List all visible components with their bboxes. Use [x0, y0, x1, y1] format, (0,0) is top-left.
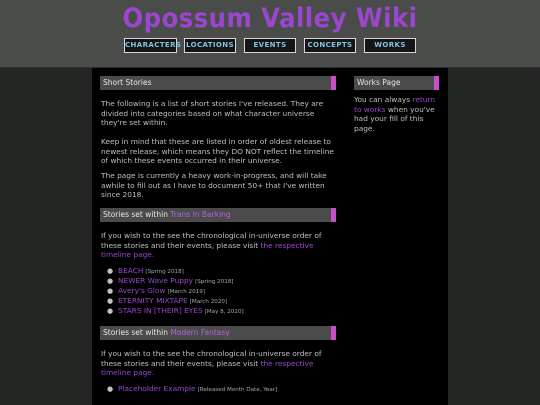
section-note: [101, 349, 336, 378]
story-date: [March 2020]: [189, 299, 228, 305]
story-link[interactable]: NEWER Wave Puppy: [118, 276, 194, 285]
list-item: [101, 384, 336, 394]
bullet-icon: ●: [107, 307, 114, 315]
intro-paragraph-2: Keep in mind that these are listed in order of oldest release to newest release, which means they DO NOT reflect the timeline of which these events occurred in their universe.: [101, 137, 334, 166]
intro-paragraph-3: The page is currently a heavy work-in-progress, and will take awhile to fill out as I have to document 50+ that I've written since 2018.: [101, 171, 327, 200]
section-prefix: Stories set within: [103, 328, 168, 337]
story-list-trans-in-barking: [101, 266, 336, 316]
site-header: [0, 0, 540, 68]
timeline-link[interactable]: the respective timeline page.: [101, 358, 314, 378]
section-note-text: If you wish to the see the chronological in-universe order of these stories and their events, please visit: [101, 349, 322, 368]
sidebar-text: [354, 95, 436, 133]
universe-link-trans-in-barking[interactable]: Trans In Barking: [170, 210, 231, 219]
story-link[interactable]: ETERNITY MIXTAPE: [118, 296, 188, 305]
bullet-icon: ●: [107, 385, 114, 393]
list-item: [101, 306, 336, 316]
nav-events-button[interactable]: EVENTS: [244, 38, 296, 53]
story-date: [Spring 2018]: [145, 269, 184, 275]
story-date: [Spring 2018]: [195, 279, 234, 285]
nav-works-button[interactable]: WORKS: [364, 38, 416, 53]
list-item: [101, 286, 336, 296]
story-link[interactable]: Placeholder Example: [118, 384, 196, 393]
section-heading-modern-fantasy: [100, 326, 336, 340]
timeline-link[interactable]: the respective timeline page.: [101, 240, 314, 260]
return-to-works-link[interactable]: return to works: [354, 95, 436, 114]
bullet-icon: ●: [107, 267, 114, 275]
section-note: [101, 231, 336, 260]
section-note-text: If you wish to the see the chronological in-universe order of these stories and their events, please visit: [101, 231, 322, 250]
content-panel: [92, 68, 448, 405]
section-heading-trans-in-barking: [100, 208, 336, 222]
story-date: [May 8, 2020]: [204, 309, 244, 315]
sidebar-text-after: when you've had your fill of this page.: [354, 104, 435, 133]
story-date: [Released Month Date, Year]: [197, 387, 278, 393]
page-heading: Short Stories: [100, 76, 336, 90]
nav-concepts-button[interactable]: CONCEPTS: [304, 38, 356, 53]
bullet-icon: ●: [107, 287, 114, 295]
site-title: Opossum Valley Wiki: [122, 3, 418, 34]
intro-paragraph-1: The following is a list of short stories I've released. They are divided into categories based on what character universe they're set within.: [101, 99, 324, 128]
universe-link-modern-fantasy[interactable]: Modern Fantasy: [170, 328, 230, 337]
section-prefix: Stories set within: [103, 210, 168, 219]
story-link[interactable]: BEACH: [118, 266, 144, 275]
bullet-icon: ●: [107, 277, 114, 285]
list-item: [101, 266, 336, 276]
bullet-icon: ●: [107, 297, 114, 305]
sidebar-text-before: You can always: [354, 95, 411, 104]
list-item: [101, 296, 336, 306]
story-list-modern-fantasy: [101, 384, 336, 394]
main-nav: [0, 38, 540, 55]
nav-characters-button[interactable]: CHARACTERS: [124, 38, 177, 53]
story-date: [March 2019]: [167, 289, 205, 295]
story-link[interactable]: Avery's Glow: [118, 286, 166, 295]
nav-locations-button[interactable]: LOCATIONS: [184, 38, 236, 53]
story-link[interactable]: STARS IN [THEIR] EYES: [118, 306, 203, 315]
list-item: [101, 276, 336, 286]
sidebar-heading: Works Page: [354, 76, 439, 90]
